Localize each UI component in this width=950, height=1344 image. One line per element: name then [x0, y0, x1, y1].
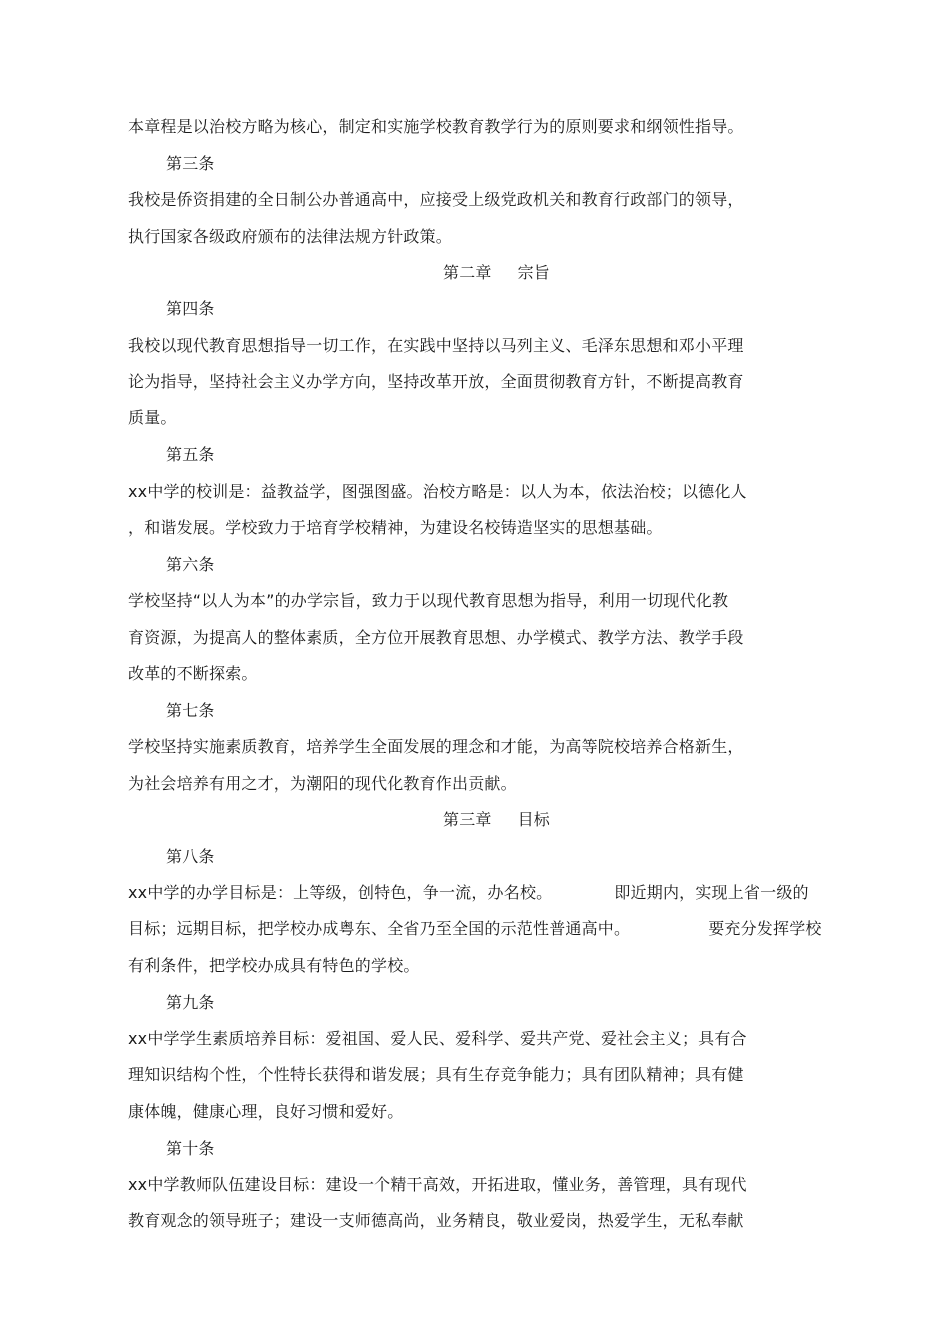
article-8-line-1-part-b: 即近期内，实现上省一级的 [614, 883, 809, 902]
article-6-line-3: 改革的不断探索。 [128, 664, 258, 683]
article-10-line-1: xx中学教师队伍建设目标：建设一个精干高效，开拓进取，懂业务，善管理，具有现代 [128, 1175, 747, 1194]
chapter-3-heading [443, 809, 550, 831]
article-4-label: 第四条 [166, 299, 215, 318]
article-8-line-3: 有利条件，把学校办成具有特色的学校。 [128, 956, 420, 975]
article-9-line-3: 康体魄，健康心理，良好习惯和爱好。 [128, 1102, 404, 1121]
article-9-line-2: 理知识结构个性，个性特长获得和谐发展；具有生存竞争能力；具有团队精神；具有健 [128, 1065, 744, 1084]
article-8-line-2-part-a: 目标；远期目标，把学校办成粤东、全省乃至全国的示范性普通高中。 [128, 919, 631, 938]
article-9-label: 第九条 [166, 993, 215, 1012]
article-8-line-1-part-a: xx中学的办学目标是：上等级，创特色，争一流，办名校。 [128, 883, 553, 902]
article-6-line-2: 育资源，为提高人的整体素质，全方位开展教育思想、办学模式、教学方法、教学手段 [128, 628, 744, 647]
article-8-line-1 [128, 882, 809, 904]
article-6-label: 第六条 [166, 555, 215, 574]
article-9-line-1: xx中学学生素质培养目标：爱祖国、爱人民、爱科学、爱共产党、爱社会主义；具有合 [128, 1029, 747, 1048]
article-6-line-1: 学校坚持“以人为本”的办学宗旨，致力于以现代教育思想为指导，利用一切现代化教 [128, 591, 729, 610]
chapter-2-number: 第二章 [443, 263, 492, 282]
article-10-label: 第十条 [166, 1139, 215, 1158]
chapter-3-title: 目标 [517, 810, 551, 829]
paragraph-intro: 本章程是以治校方略为核心，制定和实施学校教育教学行为的原则要求和纲领性指导。 [128, 117, 744, 136]
article-8-label: 第八条 [166, 847, 215, 866]
article-5-line-2: ，和谐发展。学校致力于培育学校精神，为建设名校铸造坚实的思想基础。 [128, 518, 663, 537]
article-5-line-1: xx中学的校训是：益教益学，图强图盛。治校方略是：以人为本，依法治校；以德化人 [128, 482, 747, 501]
chapter-2-title: 宗旨 [517, 263, 551, 282]
article-7-line-1: 学校坚持实施素质教育，培养学生全面发展的理念和才能，为高等院校培养合格新生， [128, 737, 744, 756]
chapter-2-heading [443, 262, 550, 284]
article-3-line-2: 执行国家各级政府颁布的法律法规方针政策。 [128, 227, 453, 246]
article-8-line-2 [128, 918, 822, 940]
article-5-label: 第五条 [166, 445, 215, 464]
article-7-line-2: 为社会培养有用之才，为潮阳的现代化教育作出贡献。 [128, 774, 517, 793]
article-4-line-2: 论为指导，坚持社会主义办学方向，坚持改革开放，全面贯彻教育方针，不断提高教育 [128, 372, 744, 391]
article-7-label: 第七条 [166, 701, 215, 720]
article-3-line-1: 我校是侨资捐建的全日制公办普通高中，应接受上级党政机关和教育行政部门的领导， [128, 190, 744, 209]
article-10-line-2: 教育观念的领导班子；建设一支师德高尚，业务精良，敬业爱岗，热爱学生，无私奉献 [128, 1211, 744, 1230]
article-4-line-3: 质量。 [128, 408, 177, 427]
article-4-line-1: 我校以现代教育思想指导一切工作，在实践中坚持以马列主义、毛泽东思想和邓小平理 [128, 336, 744, 355]
article-8-line-2-part-b: 要充分发挥学校 [708, 919, 822, 938]
article-3-label: 第三条 [166, 154, 215, 173]
chapter-3-number: 第三章 [443, 810, 492, 829]
